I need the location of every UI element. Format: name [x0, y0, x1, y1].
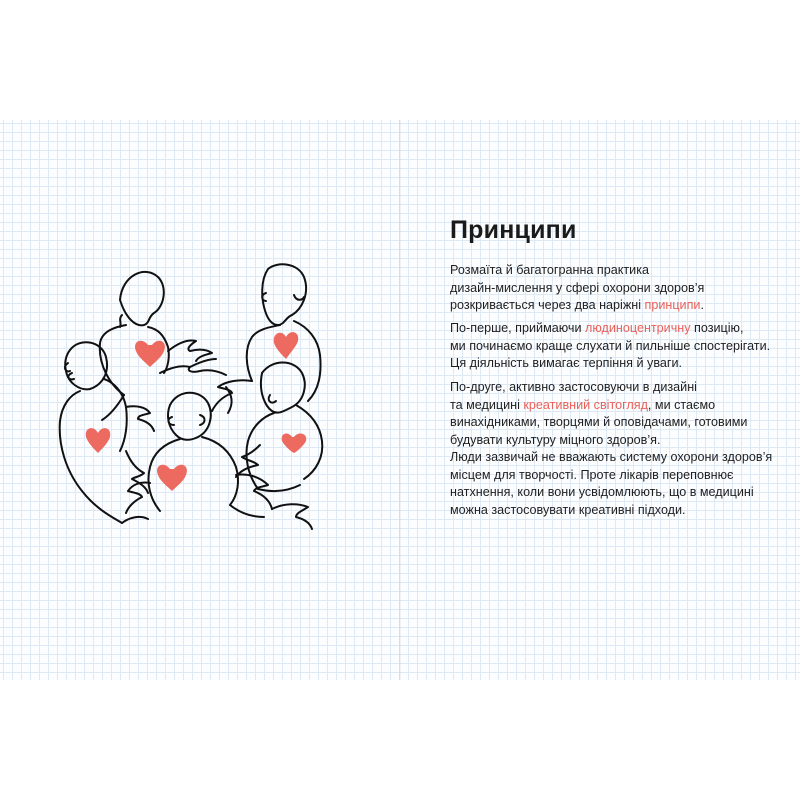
text-line: винахідниками, творцями й оповідачами, готовими — [450, 415, 748, 429]
text-line: Ця діяльність вимагає терпіння й уваги. — [450, 356, 683, 370]
page-gutter — [399, 120, 401, 680]
highlight-principles: принципи — [644, 298, 701, 312]
text-fragment: та медицині — [450, 397, 524, 412]
people-line-art-icon — [40, 255, 340, 555]
paragraph-creativity-in-medicine — [450, 449, 780, 519]
text-line: можна застосовувати креативні підходи. — [450, 502, 686, 517]
text-line: Люди зазвичай не вважають систему охорони здоров’я — [450, 450, 773, 464]
highlight-creative-mindset: креативний світогляд — [523, 397, 648, 412]
page-title: Принципи — [450, 216, 577, 244]
paragraph-creative-mindset — [450, 379, 780, 449]
text-line: По-друге, активно застосовуючи в дизайні — [450, 380, 697, 394]
paragraph-human-centered — [450, 320, 780, 373]
text-line: дизайн-мислення у сфері охорони здоров’я — [450, 280, 705, 295]
text-line: місцем для творчості. Проте лікарів переповнює — [450, 467, 734, 482]
text-fragment: , ми стаємо — [647, 397, 716, 412]
text-fragment: розкривається через два наріжні — [450, 298, 645, 312]
text-fragment: позицію, — [690, 321, 744, 335]
text-fragment: По-перше, приймаючи — [450, 321, 586, 335]
text-line — [450, 297, 780, 315]
paragraph-principles-intro — [450, 262, 780, 315]
text-fragment: . — [700, 298, 704, 312]
highlight-human-centered: людиноцентричну — [585, 321, 691, 335]
text-line: Розмаїта й багатогранна практика — [450, 263, 649, 277]
text-line: ми починаємо краще слухати й пильніше спостерігати. — [450, 338, 771, 353]
text-line: натхнення, коли вони усвідомлюють, що в медицині — [450, 485, 754, 499]
people-with-hearts-illustration — [40, 255, 340, 555]
text-line — [450, 320, 780, 338]
text-line: будувати культуру міцного здоров’я. — [450, 432, 661, 447]
text-line — [450, 397, 780, 415]
